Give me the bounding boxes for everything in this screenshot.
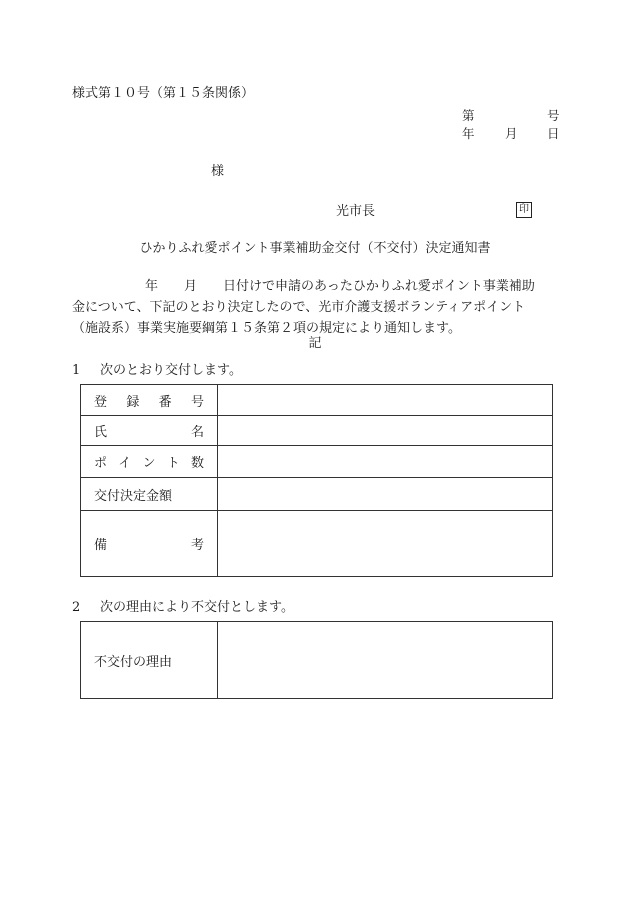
form-number: 様式第１０号（第１５条関係） (72, 86, 255, 101)
label-char: 考 (190, 538, 204, 553)
label-char: 名 (190, 425, 204, 440)
issuer-name: 光市長 (336, 204, 376, 219)
section-2-number: 2 (72, 600, 81, 615)
section-1-heading (72, 364, 242, 377)
label-char: 番 (158, 394, 172, 410)
table-row (81, 511, 553, 577)
ki-marker: 記 (308, 336, 322, 351)
table-row (81, 446, 553, 478)
section-2-text: 次の理由により不交付とします。 (100, 600, 294, 615)
label-char: ポ (94, 456, 108, 471)
label-char: ン (142, 456, 156, 471)
label-char: 登 (94, 394, 108, 410)
document-title: ひかりふれ愛ポイント事業補助金交付（不交付）決定通知書 (139, 241, 491, 256)
table-row (81, 416, 553, 446)
label-char: 氏 (94, 425, 108, 440)
label-char: 数 (190, 456, 204, 471)
body-paragraph (72, 276, 562, 339)
label-char: イ (118, 456, 132, 471)
section-1-text: 次のとおり交付します。 (100, 363, 242, 378)
value-grant-amount[interactable] (218, 478, 553, 511)
value-points[interactable] (218, 446, 553, 478)
label-char: ト (166, 456, 180, 471)
value-name[interactable] (218, 416, 553, 446)
body-line-1 (72, 276, 562, 297)
label-char: 備 (94, 538, 108, 553)
table-row (81, 478, 553, 511)
table-row (81, 385, 553, 416)
label-grant-amount (81, 478, 218, 511)
body-line-1-rest: 日付けで申請のあったひかりふれ愛ポイント事業補助 (223, 279, 535, 294)
section-2-heading (72, 601, 294, 614)
non-grant-table (80, 621, 553, 699)
value-remarks[interactable] (218, 511, 553, 577)
body-month: 月 (184, 279, 198, 294)
addressee-suffix: 様 (211, 164, 225, 179)
seal-mark: 印 (516, 202, 532, 218)
label-points (81, 446, 218, 478)
label-char: 号 (190, 394, 204, 410)
table-row (81, 622, 553, 699)
label-name (81, 416, 218, 446)
date-month-label: 月 (505, 126, 518, 141)
grant-table (80, 384, 553, 577)
section-1-number: 1 (72, 363, 81, 378)
date-day-label: 日 (547, 126, 560, 141)
value-registration-number[interactable] (218, 385, 553, 416)
label-char: 録 (126, 394, 140, 410)
body-year: 年 (145, 279, 159, 294)
doc-number-prefix: 第 (462, 108, 475, 123)
label-remarks (81, 511, 218, 577)
label-text: 交付決定金額 (94, 488, 173, 504)
label-registration-number (81, 385, 218, 416)
label-text: 不交付の理由 (94, 654, 173, 670)
value-non-grant-reason[interactable] (218, 622, 553, 699)
body-line-2: 金について、下記のとおり決定したので、光市介護支援ボランティアポイント (72, 300, 526, 315)
body-line-3: （施設系）事業実施要綱第１５条第２項の規定により通知します。 (72, 321, 461, 336)
date-year-label: 年 (462, 126, 475, 141)
label-non-grant-reason (81, 622, 218, 699)
doc-number-suffix: 号 (547, 108, 560, 123)
